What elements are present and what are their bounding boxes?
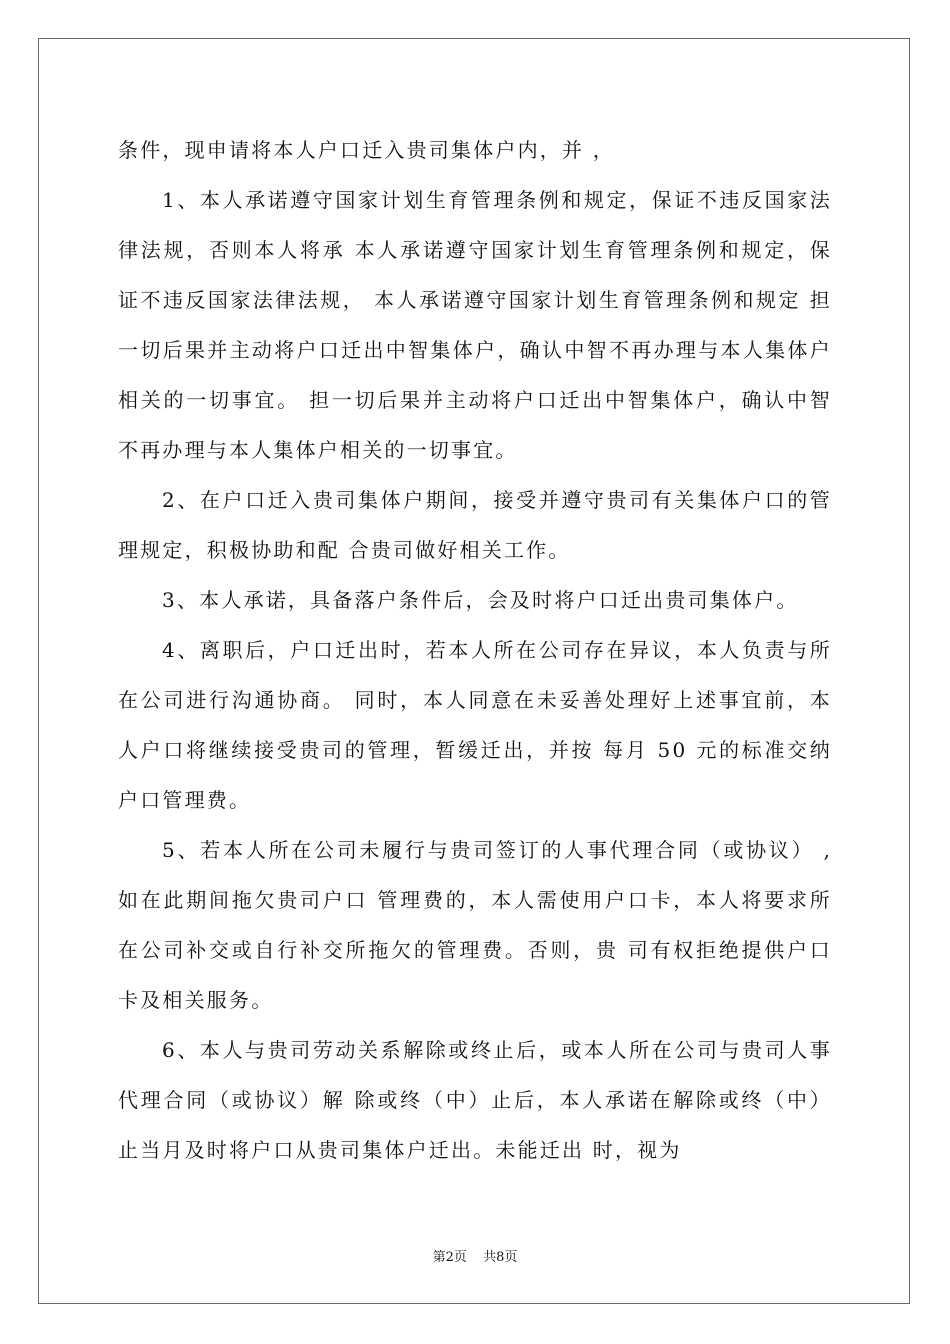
page-footer xyxy=(0,1246,950,1265)
paragraph-6: 5、若本人所在公司未履行与贵司签订的人事代理合同（或协议） ,如在此期间拖欠贵司户口 管理费的，本人需使用户口卡，本人将要求所在公司补交或自行补交所拖欠的管理费。否则，贵 司有权拒绝提供户口卡及相关服务。 xyxy=(118,838,832,1012)
paragraph-5: 4、离职后，户口迁出时，若本人所在公司存在异议，本人负责与所在公司进行沟通协商。 同时，本人同意在未妥善处理好上述事宜前，本人户口将继续接受贵司的管理，暂缓迁出，并按 每月 50 元的标准交纳户口管理费。 xyxy=(118,638,832,812)
page-total: 共8页 xyxy=(483,1250,518,1265)
paragraph-3: 2、在户口迁入贵司集体户期间，接受并遵守贵司有关集体户口的管理规定，积极协助和配 合贵司做好相关工作。 xyxy=(118,488,832,562)
paragraph-7: 6、本人与贵司劳动关系解除或终止后，或本人所在公司与贵司人事代理合同（或协议）解 除或终（中）止后，本人承诺在解除或终（中）止当月及时将户口从贵司集体户迁出。未能迁出 时，视为 xyxy=(118,1038,832,1162)
page-number: 第2页 xyxy=(432,1250,467,1265)
paragraph-2: 1、本人承诺遵守国家计划生育管理条例和规定，保证不违反国家法律法规，否则本人将承 本人承诺遵守国家计划生育管理条例和规定，保证不违反国家法律法规， 本人承诺遵守国家计划生育管理条例和规定 担一切后果并主动将户口迁出中智集体户，确认中智不再办理与本人集体户相关的一切事宜。 担一切后果并主动将户口迁出中智集体户，确认中智不再办理与本人集体户相关的一切事宜。 xyxy=(118,188,832,462)
document-body xyxy=(118,125,832,1175)
paragraph-4: 3、本人承诺，具备落户条件后，会及时将户口迁出贵司集体户。 xyxy=(162,588,799,612)
paragraph-1: 条件，现申请将本人户口迁入贵司集体户内，并 ， xyxy=(118,138,615,162)
